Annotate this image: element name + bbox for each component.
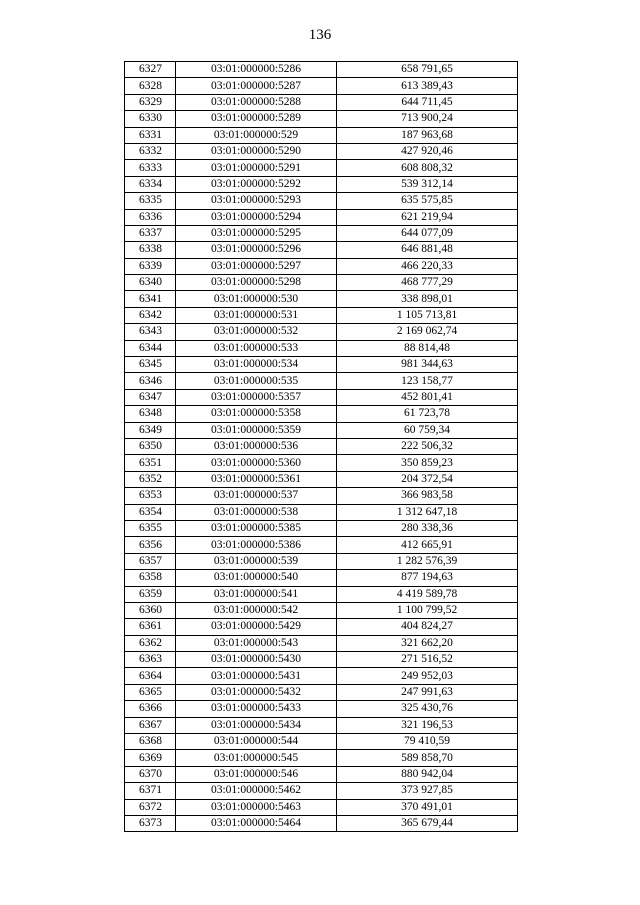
cadastral-number-cell: 03:01:000000:5430: [176, 652, 337, 668]
value-cell: 4 419 589,78: [337, 586, 518, 602]
table-row: [125, 783, 518, 799]
cadastral-number-cell: 03:01:000000:5434: [176, 717, 337, 733]
table-row: [125, 602, 518, 618]
table-row: [125, 160, 518, 176]
value-cell: 613 389,43: [337, 78, 518, 94]
row-number-cell: 6329: [125, 94, 176, 110]
cadastral-number-cell: 03:01:000000:5462: [176, 783, 337, 799]
value-cell: 187 963,68: [337, 127, 518, 143]
page-number: 136: [308, 27, 332, 43]
row-number-cell: 6369: [125, 750, 176, 766]
row-number-cell: 6336: [125, 209, 176, 225]
table-row: [125, 94, 518, 110]
row-number-cell: 6339: [125, 258, 176, 274]
value-cell: 427 920,46: [337, 143, 518, 159]
cadastral-number-cell: 03:01:000000:5288: [176, 94, 337, 110]
cadastral-number-cell: 03:01:000000:5432: [176, 684, 337, 700]
value-cell: 370 491,01: [337, 799, 518, 815]
cadastral-number-cell: 03:01:000000:537: [176, 488, 337, 504]
table-row: [125, 291, 518, 307]
value-cell: 123 158,77: [337, 373, 518, 389]
cadastral-number-cell: 03:01:000000:5385: [176, 520, 337, 536]
value-cell: 412 665,91: [337, 537, 518, 553]
value-cell: 1 100 799,52: [337, 602, 518, 618]
row-number-cell: 6348: [125, 406, 176, 422]
row-number-cell: 6373: [125, 815, 176, 831]
value-cell: 608 808,32: [337, 160, 518, 176]
cadastral-number-cell: 03:01:000000:5429: [176, 619, 337, 635]
value-cell: 350 859,23: [337, 455, 518, 471]
row-number-cell: 6361: [125, 619, 176, 635]
row-number-cell: 6347: [125, 389, 176, 405]
value-cell: 79 410,59: [337, 734, 518, 750]
table-row: [125, 242, 518, 258]
row-number-cell: 6371: [125, 783, 176, 799]
row-number-cell: 6353: [125, 488, 176, 504]
table-row: [125, 570, 518, 586]
cadastral-number-cell: 03:01:000000:5433: [176, 701, 337, 717]
table-row: [125, 815, 518, 831]
row-number-cell: 6345: [125, 357, 176, 373]
row-number-cell: 6343: [125, 324, 176, 340]
cadastral-number-cell: 03:01:000000:5292: [176, 176, 337, 192]
value-cell: 373 927,85: [337, 783, 518, 799]
row-number-cell: 6351: [125, 455, 176, 471]
table-row: [125, 389, 518, 405]
cadastral-table: [124, 61, 518, 832]
table-row: [125, 127, 518, 143]
table-row: [125, 176, 518, 192]
table-row: [125, 340, 518, 356]
cadastral-number-cell: 03:01:000000:546: [176, 766, 337, 782]
table-row: [125, 717, 518, 733]
table-row: [125, 471, 518, 487]
cadastral-number-cell: 03:01:000000:5290: [176, 143, 337, 159]
value-cell: 366 983,58: [337, 488, 518, 504]
value-cell: 321 196,53: [337, 717, 518, 733]
cadastral-number-cell: 03:01:000000:536: [176, 438, 337, 454]
value-cell: 60 759,34: [337, 422, 518, 438]
row-number-cell: 6340: [125, 275, 176, 291]
cadastral-number-cell: 03:01:000000:5291: [176, 160, 337, 176]
cadastral-number-cell: 03:01:000000:5294: [176, 209, 337, 225]
table-row: [125, 258, 518, 274]
cadastral-number-cell: 03:01:000000:5298: [176, 275, 337, 291]
cadastral-number-cell: 03:01:000000:5357: [176, 389, 337, 405]
cadastral-number-cell: 03:01:000000:533: [176, 340, 337, 356]
value-cell: 658 791,65: [337, 62, 518, 78]
table-row: [125, 406, 518, 422]
cadastral-number-cell: 03:01:000000:5361: [176, 471, 337, 487]
value-cell: 621 219,94: [337, 209, 518, 225]
cadastral-number-cell: 03:01:000000:529: [176, 127, 337, 143]
cadastral-number-cell: 03:01:000000:538: [176, 504, 337, 520]
table-row: [125, 455, 518, 471]
value-cell: 644 077,09: [337, 225, 518, 241]
cadastral-number-cell: 03:01:000000:531: [176, 307, 337, 323]
row-number-cell: 6365: [125, 684, 176, 700]
cadastral-number-cell: 03:01:000000:5289: [176, 111, 337, 127]
value-cell: 338 898,01: [337, 291, 518, 307]
value-cell: 321 662,20: [337, 635, 518, 651]
table-row: [125, 586, 518, 602]
row-number-cell: 6363: [125, 652, 176, 668]
row-number-cell: 6335: [125, 193, 176, 209]
value-cell: 404 824,27: [337, 619, 518, 635]
cadastral-number-cell: 03:01:000000:5464: [176, 815, 337, 831]
value-cell: 61 723,78: [337, 406, 518, 422]
row-number-cell: 6331: [125, 127, 176, 143]
row-number-cell: 6330: [125, 111, 176, 127]
cadastral-number-cell: 03:01:000000:5286: [176, 62, 337, 78]
cadastral-number-cell: 03:01:000000:543: [176, 635, 337, 651]
row-number-cell: 6358: [125, 570, 176, 586]
table-row: [125, 520, 518, 536]
row-number-cell: 6360: [125, 602, 176, 618]
table-row: [125, 143, 518, 159]
value-cell: 880 942,04: [337, 766, 518, 782]
cadastral-number-cell: 03:01:000000:530: [176, 291, 337, 307]
cadastral-number-cell: 03:01:000000:5360: [176, 455, 337, 471]
table-row: [125, 357, 518, 373]
value-cell: 1 312 647,18: [337, 504, 518, 520]
value-cell: 271 516,52: [337, 652, 518, 668]
row-number-cell: 6359: [125, 586, 176, 602]
row-number-cell: 6372: [125, 799, 176, 815]
row-number-cell: 6366: [125, 701, 176, 717]
table-row: [125, 193, 518, 209]
cadastral-number-cell: 03:01:000000:535: [176, 373, 337, 389]
value-cell: 646 881,48: [337, 242, 518, 258]
cadastral-number-cell: 03:01:000000:5359: [176, 422, 337, 438]
row-number-cell: 6346: [125, 373, 176, 389]
value-cell: 2 169 062,74: [337, 324, 518, 340]
value-cell: 468 777,29: [337, 275, 518, 291]
cadastral-number-cell: 03:01:000000:5463: [176, 799, 337, 815]
value-cell: 222 506,32: [337, 438, 518, 454]
cadastral-number-cell: 03:01:000000:5431: [176, 668, 337, 684]
cadastral-number-cell: 03:01:000000:5296: [176, 242, 337, 258]
table-row: [125, 111, 518, 127]
value-cell: 280 338,36: [337, 520, 518, 536]
table-row: [125, 422, 518, 438]
row-number-cell: 6367: [125, 717, 176, 733]
row-number-cell: 6338: [125, 242, 176, 258]
table-row: [125, 635, 518, 651]
value-cell: 1 105 713,81: [337, 307, 518, 323]
cadastral-number-cell: 03:01:000000:539: [176, 553, 337, 569]
value-cell: 713 900,24: [337, 111, 518, 127]
cadastral-number-cell: 03:01:000000:5386: [176, 537, 337, 553]
value-cell: 365 679,44: [337, 815, 518, 831]
table-row: [125, 488, 518, 504]
value-cell: 325 430,76: [337, 701, 518, 717]
table-row: [125, 324, 518, 340]
row-number-cell: 6368: [125, 734, 176, 750]
value-cell: 249 952,03: [337, 668, 518, 684]
table-row: [125, 652, 518, 668]
row-number-cell: 6344: [125, 340, 176, 356]
cadastral-number-cell: 03:01:000000:5293: [176, 193, 337, 209]
table-row: [125, 553, 518, 569]
row-number-cell: 6354: [125, 504, 176, 520]
row-number-cell: 6342: [125, 307, 176, 323]
value-cell: 466 220,33: [337, 258, 518, 274]
value-cell: 204 372,54: [337, 471, 518, 487]
table-row: [125, 750, 518, 766]
row-number-cell: 6355: [125, 520, 176, 536]
row-number-cell: 6332: [125, 143, 176, 159]
row-number-cell: 6357: [125, 553, 176, 569]
row-number-cell: 6364: [125, 668, 176, 684]
table-row: [125, 307, 518, 323]
value-cell: 452 801,41: [337, 389, 518, 405]
table-row: [125, 225, 518, 241]
table-row: [125, 373, 518, 389]
table-row: [125, 799, 518, 815]
cadastral-number-cell: 03:01:000000:5358: [176, 406, 337, 422]
table-row: [125, 766, 518, 782]
table-row: [125, 668, 518, 684]
cadastral-number-cell: 03:01:000000:542: [176, 602, 337, 618]
table-row: [125, 701, 518, 717]
table-row: [125, 438, 518, 454]
cadastral-number-cell: 03:01:000000:541: [176, 586, 337, 602]
cadastral-number-cell: 03:01:000000:545: [176, 750, 337, 766]
value-cell: 877 194,63: [337, 570, 518, 586]
row-number-cell: 6328: [125, 78, 176, 94]
row-number-cell: 6333: [125, 160, 176, 176]
table-row: [125, 537, 518, 553]
value-cell: 635 575,85: [337, 193, 518, 209]
value-cell: 247 991,63: [337, 684, 518, 700]
table-row: [125, 78, 518, 94]
row-number-cell: 6370: [125, 766, 176, 782]
row-number-cell: 6356: [125, 537, 176, 553]
value-cell: 589 858,70: [337, 750, 518, 766]
row-number-cell: 6334: [125, 176, 176, 192]
value-cell: 644 711,45: [337, 94, 518, 110]
value-cell: 88 814,48: [337, 340, 518, 356]
row-number-cell: 6341: [125, 291, 176, 307]
cadastral-number-cell: 03:01:000000:534: [176, 357, 337, 373]
value-cell: 539 312,14: [337, 176, 518, 192]
row-number-cell: 6349: [125, 422, 176, 438]
table-row: [125, 734, 518, 750]
cadastral-number-cell: 03:01:000000:5287: [176, 78, 337, 94]
cadastral-number-cell: 03:01:000000:532: [176, 324, 337, 340]
row-number-cell: 6352: [125, 471, 176, 487]
table-row: [125, 619, 518, 635]
table-row: [125, 684, 518, 700]
row-number-cell: 6337: [125, 225, 176, 241]
cadastral-number-cell: 03:01:000000:540: [176, 570, 337, 586]
table-row: [125, 62, 518, 78]
value-cell: 981 344,63: [337, 357, 518, 373]
table-row: [125, 504, 518, 520]
cadastral-number-cell: 03:01:000000:5297: [176, 258, 337, 274]
cadastral-number-cell: 03:01:000000:544: [176, 734, 337, 750]
cadastral-number-cell: 03:01:000000:5295: [176, 225, 337, 241]
value-cell: 1 282 576,39: [337, 553, 518, 569]
table-row: [125, 275, 518, 291]
table-row: [125, 209, 518, 225]
row-number-cell: 6350: [125, 438, 176, 454]
row-number-cell: 6327: [125, 62, 176, 78]
row-number-cell: 6362: [125, 635, 176, 651]
table-body: [125, 62, 518, 832]
